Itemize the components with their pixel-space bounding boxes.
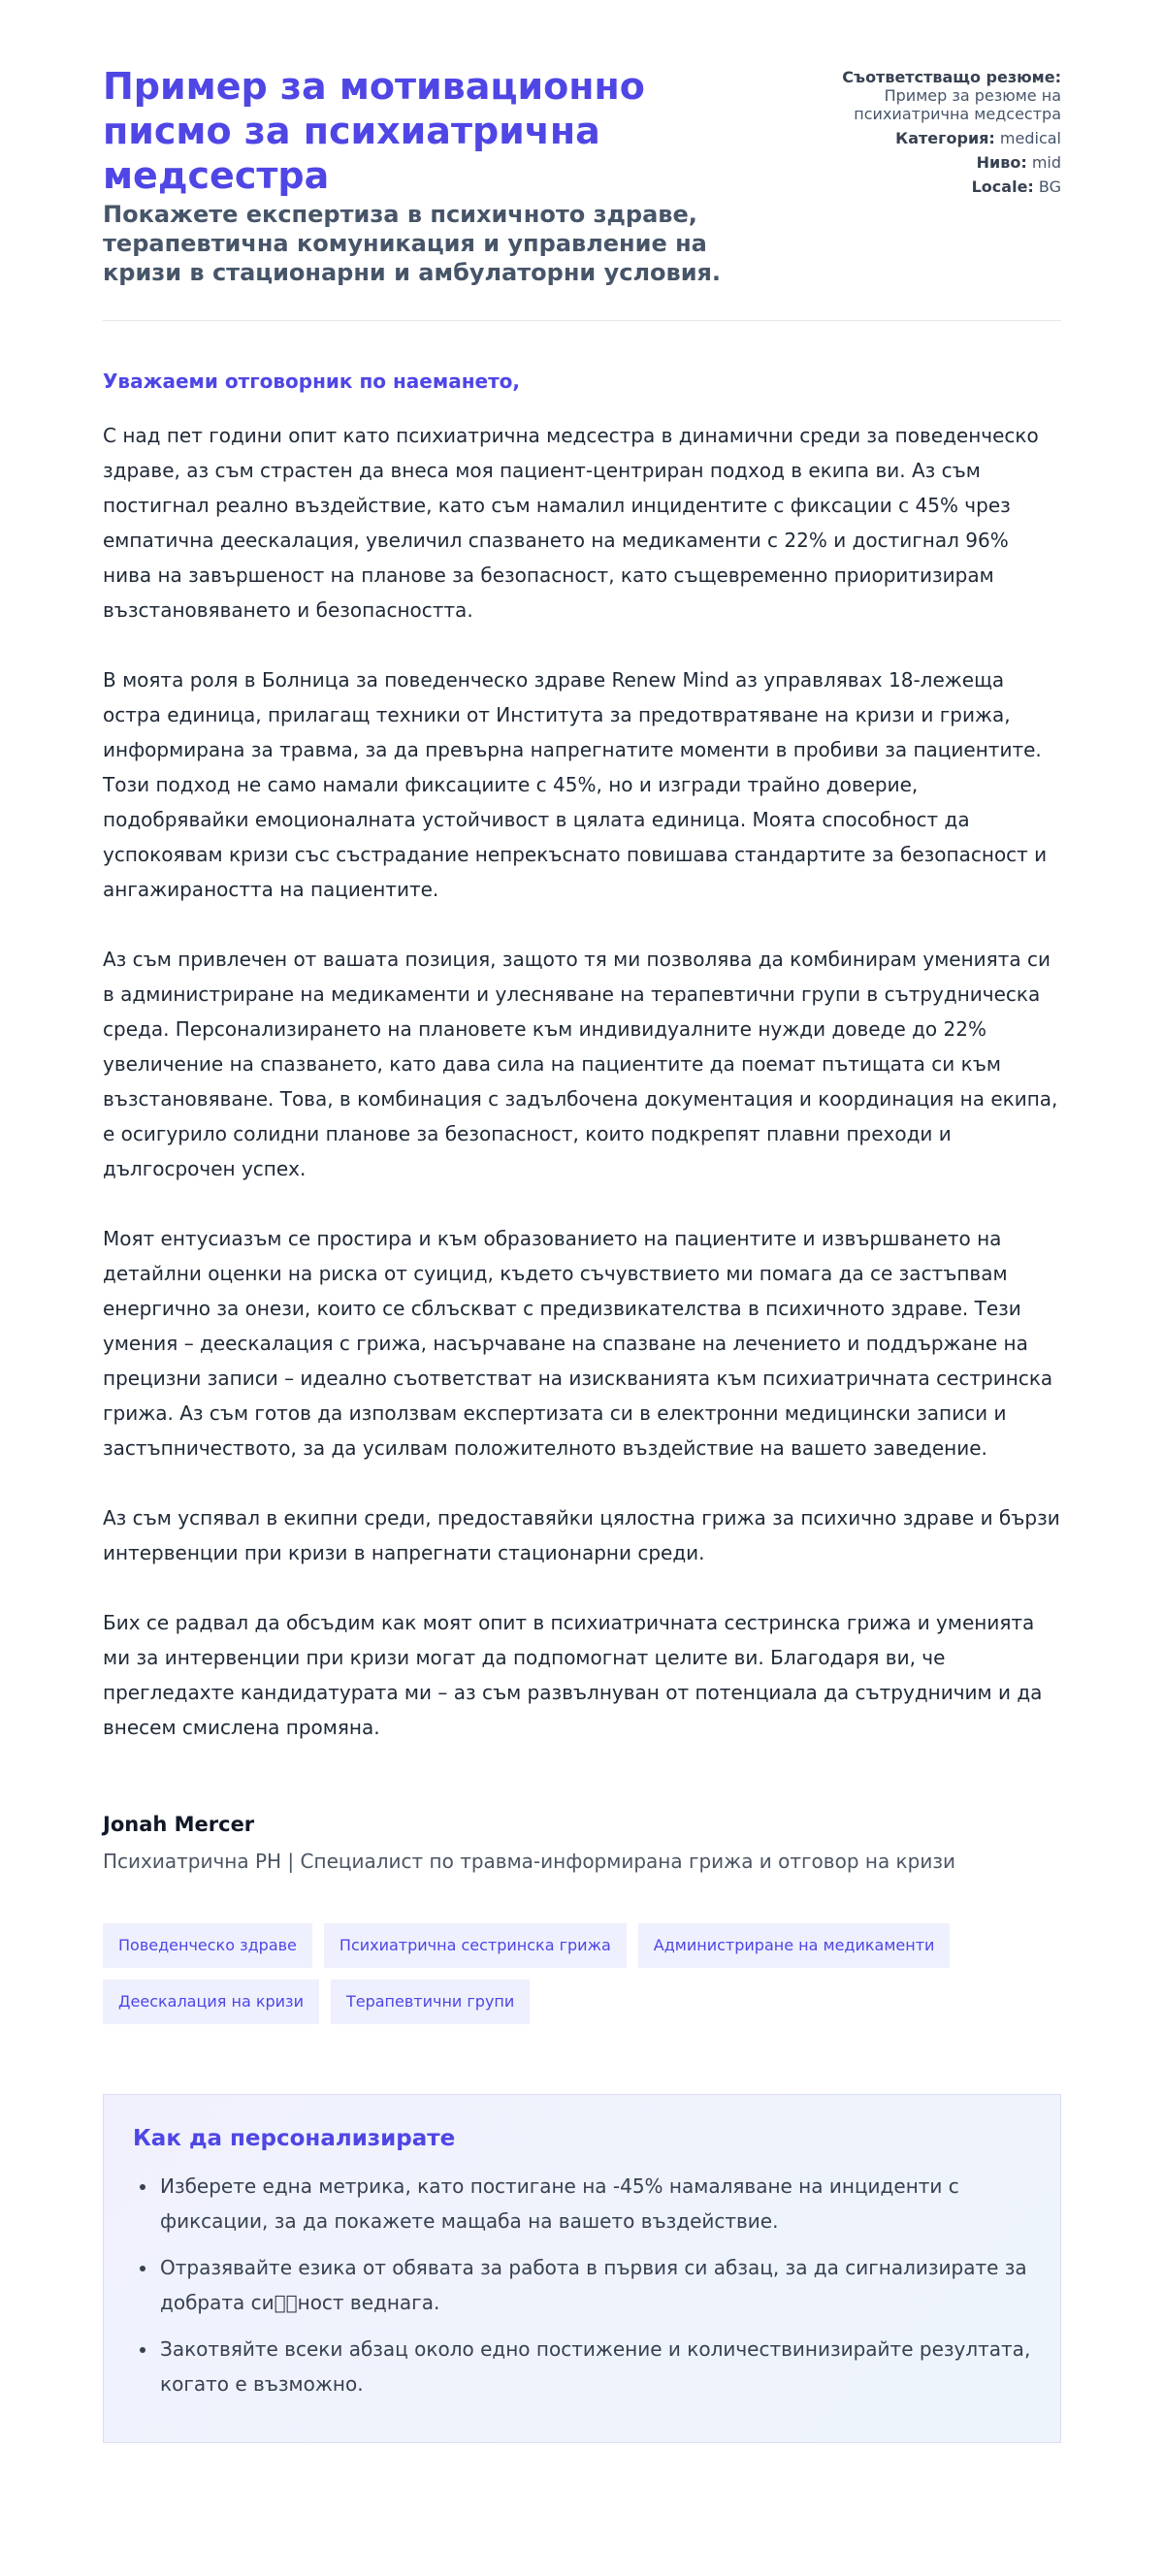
letter-paragraph-3: Аз съм привлечен от вашата позиция, защото тя ми позволява да комбинирам уменията си в администриране на медикаменти и улесняване на терапевтични групи в сътрудническа среда. Персонализирането на плановете към индивидуалните нужди доведе до 22% увеличение на спазването, като дава сила на пациентите да поемат пътищата си към възстановяване. Това, в комбинация с задълбочена документация и координация на екипа, е осигурило солидни планове за безопасност, които подкрепят плавни преходи и дългосрочен успех. [103,948,1058,1180]
skill-tag: Терапевтични групи [331,1980,530,2024]
skill-tags [103,1923,1073,2024]
letter-paragraph-1: С над пет години опит като психиатрична медсестра в динамични среди за поведенческо здраве, аз съм страстен да внеса моя пациент-центриран подход в екипа ви. Аз съм постигнал реално въздействие, като съм намалил инцидентите с фиксации с 45% чрез емпатична деескалация, увеличил спазването на медикаменти с 22% и достигнал 96% нива на завършеност на планове за безопасност, като същевременно приоритизирам възстановяването и безопасността. [103,424,1039,622]
tips-item: • Закотвяйте всеки абзац около едно постижение и количествинизирайте резултата, когато е възможно. [158,2332,1031,2401]
meta-locale [819,177,1061,196]
meta-resume-label: Съответстващо резюме: [842,68,1061,86]
letter-paragraph-5: Аз съм успявал в екипни среди, предоставяйки цялостна грижа за психично здраве и бързи интервенции при кризи в напрегнати стационарни среди. [103,1506,1060,1564]
meta-category-value: medical [999,129,1061,147]
meta-level-label: Ниво: [976,153,1027,172]
signature-name: Jonah Mercer [103,1813,255,1836]
letter-paragraph-2: В моята роля в Болница за поведенческо здраве Renew Mind аз управлявах 18-лежеща остра единица, прилагащ техники от Института за предотвратяване на кризи и грижа, информирана за травма, за да превърна напрегнатите моменти в пробиви за пациентите. Този подход не само намали фиксациите с 45%, но и изгради трайно доверие, подобрявайки емоционалната устойчивост в цялата единица. Моята способност да успокоявам кризи със състрадание непрекъснато повишава стандартите за безопасност и ангажираността на пациентите. [103,668,1048,901]
meta-level [819,153,1061,172]
skill-tag: Администриране на медикаменти [638,1923,951,1968]
skill-tag: Психиатрична сестринска грижа [324,1923,627,1968]
skill-tag: Поведенческо здраве [103,1923,312,1968]
salutation: Уважаеми отговорник по наемането, [103,370,521,393]
signature-block [103,1813,1061,1873]
tips-item: • Отразявайте езика от обявата за работа в първия си абзац, за да сигнализирате за добрата си  ност веднага. [158,2250,1031,2320]
meta-category-label: Категория: [895,129,995,147]
meta-resume-value: Пример за резюме на психиатрична медсестра [854,86,1061,123]
skill-tag: Деескалация на кризи [103,1980,319,2024]
page-title: Пример за мотивационно писмо за психиатрична медсестра [103,65,645,197]
meta-locale-value: BG [1038,177,1061,196]
cover-letter-page [103,0,1061,2501]
meta-level-value: mid [1031,153,1061,172]
page-subtitle: Покажете експертиза в психичното здраве, терапевтична комуникация и управление на кризи в стационарни и амбулаторни условия. [103,201,722,286]
letter-paragraph-6: Бих се радвал да обсъдим как моят опит в психиатричната сестринска грижа и уменията ми за интервенции при кризи могат да подпомогнат целите ви. Благодаря ви, че прегледахте кандидатурата ми – аз съм развълнуван от потенциала да сътрудничим и да внесем смислена промяна. [103,1611,1043,1739]
personalization-tips [103,2094,1061,2443]
meta-locale-label: Locale: [971,177,1034,196]
letter-paragraph-4: Моят ентусиазъм се простира и към образованието на пациентите и извършването на детайлни оценки на риска от суицид, където съчувствието ми помага да се застъпвам енергично за онези, които се сблъскват с предизвикателства в психичното здраве. Тези умения – деескалация с грижа, насърчаване на спазване на лечението и поддържане на прецизни записи – идеално съответстват на изискванията към психиатричната сестринска грижа. Аз съм готов да използвам експертизата си в електронни медицински записи и застъпничеството, за да усилвам положителното въздействие на вашето заведение. [103,1227,1053,1460]
header-titles [103,64,782,287]
tips-list [133,2169,1031,2401]
letter-body [103,321,1061,1745]
meta-resume [819,68,1061,123]
signature-title: Психиатрична РН | Специалист по травма-информирана грижа и отговор на кризи [103,1850,955,1873]
tips-title: Как да персонализирате [133,2126,456,2151]
page-header [103,64,1061,321]
tips-item: • Изберете една метрика, като постигане на -45% намаляване на инциденти с фиксации, за да покажете мащаба на вашето въздействие. [158,2169,1031,2238]
meta-category [819,129,1061,147]
meta-panel [819,68,1061,202]
